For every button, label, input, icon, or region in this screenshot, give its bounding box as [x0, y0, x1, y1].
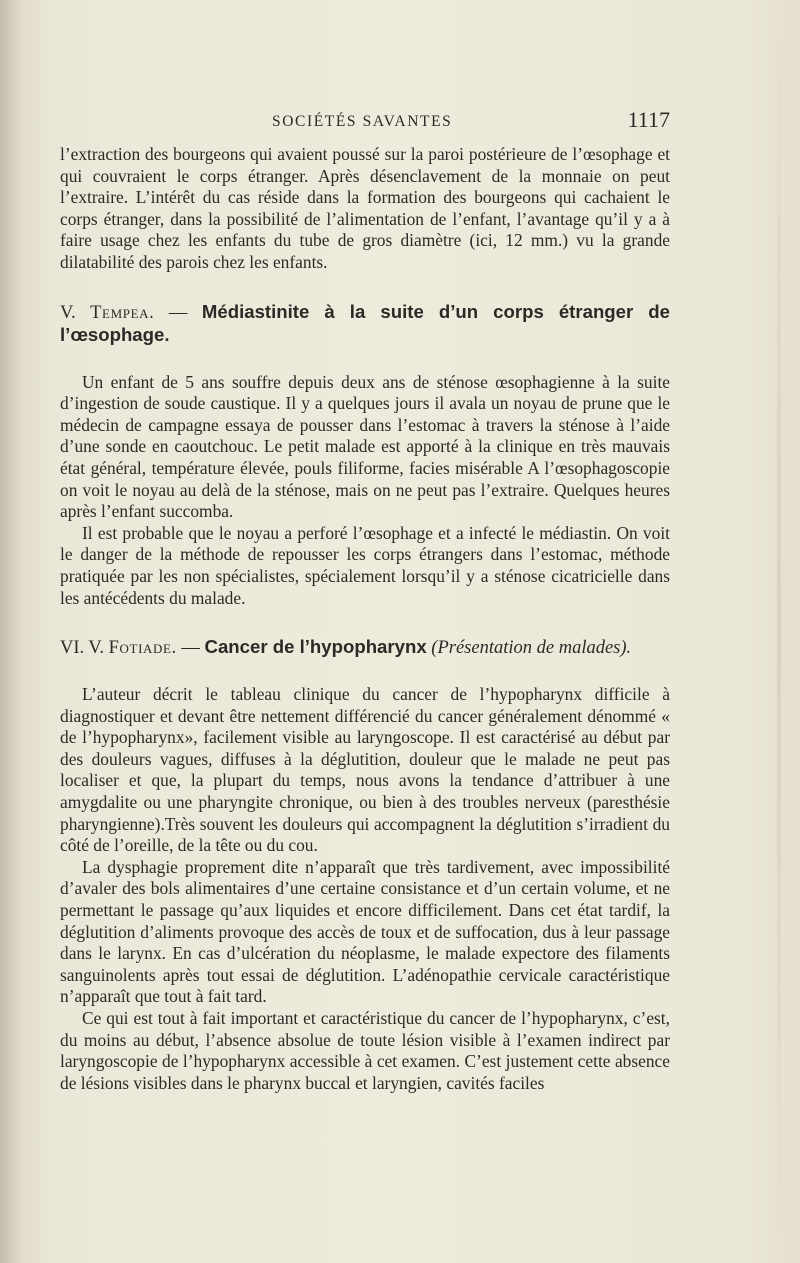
section-6-paragraph-3: Ce qui est tout à fait important et caractéristique du cancer de l’hypopharynx, c’est, du moins au début, l’absence absolue de toute lésion visible à l’examen indirect par laryngoscopie de l’hypopharynx accessible à cet examen. C’est justement cette absence de lésions visibles dans le pharynx buccal et laryngien, cavités faciles — [60, 1008, 670, 1093]
continuation-paragraph: l’extraction des bourgeons qui avaient poussé sur la paroi postérieure de l’œsophage et qui couvraient le corps étranger. Après désenclavement de la monnaie on peut l’extraire. L’intérêt du cas réside dans la formation des bourgeons qui cachaient le corps étranger, dans la possibilité de l’alimentation de l’enfant, l’avantage qu’il y a à faire usage chez les enfants du tube de gros diamètre (ici, 12 mm.) vu la grande dilatabilité des parois chez les enfants. — [60, 144, 670, 272]
section-heading-5 — [60, 301, 670, 347]
section-author: Fotiade. — [108, 638, 177, 659]
page-edge — [777, 0, 781, 1263]
section-dash: — — [181, 638, 200, 659]
section-dash: — — [168, 302, 188, 323]
section-number: VI. V. — [60, 638, 105, 659]
spine-shadow — [0, 0, 22, 1263]
section-6-paragraph-2: La dysphagie proprement dite n’apparaît que très tardivement, avec impossibilité d’avaler des bols alimentaires d’une certaine consistance et d’un certain volume, et ne permettant le passage qu’aux liquides et encore difficilement. Dans cet état tardif, la déglutition d’aliments provoque des accès de toux et de suffocation, dus à leur passage dans le larynx. En cas d’ulcération du néoplasme, le malade expectore des filaments sanguinolents après tout essai de déglutition. L’adénopathie cervicale caractéristique n’apparaît que tout à fait tard. — [60, 856, 670, 1007]
section-6-paragraph-1: L’auteur décrit le tableau clinique du cancer de l’hypopharynx difficile à diagnostiquer et devant être nettement différencié du cancer généralement dénommé « de l’hypopharynx», facilement visible au laryngoscope. Il est caractérisé au début par des douleurs vagues, diffuses à la déglutition, douleur que le malade ne peut pas localiser et que, la plupart du temps, nous avons la tendance d’attribuer à une amygdalite ou une pharyngite chronique, ou bien à des troubles nerveux (paresthésie pharyngienne).Très souvent les douleurs qui accompagnent la déglutition s’irradient du côté de l’oreille, de la tête ou du cou. — [60, 684, 670, 856]
running-head — [60, 104, 670, 144]
running-title: SOCIÉTÉS SAVANTES — [272, 113, 453, 130]
page-number: 1117 — [627, 107, 670, 132]
section-title: Médiastinite à la suite d’un corps étranger de l’œsophage. — [60, 300, 671, 345]
section-heading-6 — [60, 636, 670, 659]
section-number: V. — [60, 302, 76, 323]
section-5-paragraph-1: Un enfant de 5 ans souffre depuis deux ans de sténose œsophagienne à la suite d’ingestion de soude caustique. Il y a quelques jours il avala un noyau de prune que le médecin de campagne essaya de pousser dans l’estomac à travers la sténose à l’aide d’une sonde en caoutchouc. Le petit malade est apporté à la clinique en très mauvais état général, température élevée, pouls filiforme, facies misérable A l’œsophagoscopie on voit le noyau au delà de la sténose, mais on ne peut pas l’extraire. Quelques heures après l’enfant succomba. — [60, 371, 670, 522]
section-title: Cancer de l’hypopharynx — [204, 636, 427, 658]
section-author: Tempea. — [90, 302, 155, 323]
section-5-paragraph-2: Il est probable que le noyau a perforé l’œsophage et a infecté le médiastin. On voit le danger de la méthode de repousser les corps étrangers dans l’estomac, méthode pratiquée par les non spécialistes, spécialement lorsqu’il y a sténose cicatricielle dans les antécédents du malade. — [60, 522, 670, 608]
text-block — [60, 104, 670, 1094]
section-subtitle: (Présentation de malades). — [431, 638, 632, 659]
